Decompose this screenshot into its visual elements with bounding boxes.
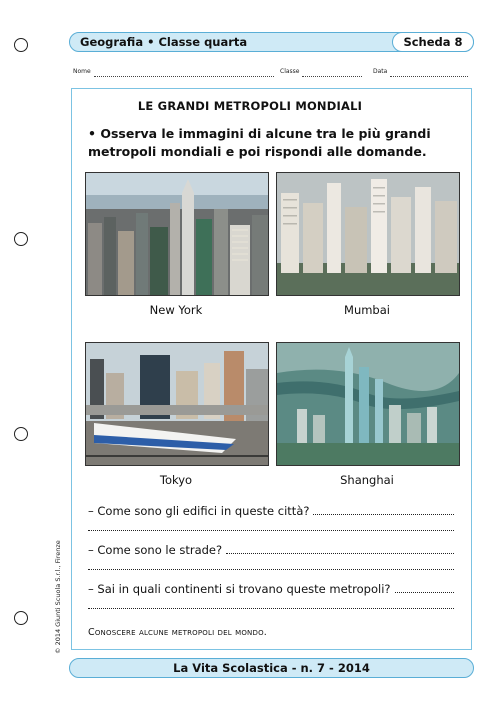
question-2 — [88, 543, 454, 557]
answer-1-blank[interactable] — [313, 504, 454, 515]
class-label: Classe — [280, 68, 300, 75]
subject-title: Geografia • Classe quarta — [80, 35, 248, 49]
caption-tokyo: Tokyo — [159, 473, 193, 487]
header-bar — [69, 32, 474, 52]
binder-hole-3 — [14, 427, 28, 441]
instruction-text: • Osserva le immagini di alcune tra le più grandi metropoli mondiali e poi rispondi alle domande. — [88, 126, 431, 159]
photo-mumbai — [276, 172, 460, 296]
photo-shanghai — [276, 342, 460, 466]
answer-1-line[interactable] — [88, 530, 454, 531]
question-3 — [88, 582, 454, 596]
name-blank[interactable] — [94, 69, 274, 77]
answer-2-blank[interactable] — [226, 543, 454, 554]
answer-2-line[interactable] — [88, 569, 454, 570]
date-blank[interactable] — [390, 69, 468, 77]
worksheet-title: LE GRANDI METROPOLI MONDIALI — [137, 99, 363, 113]
name-label: Nome — [73, 68, 91, 75]
class-field[interactable] — [280, 67, 362, 77]
sheet-number: Scheda 8 — [392, 32, 474, 52]
question-2-text: – Come sono le strade? — [88, 543, 223, 557]
question-3-text: – Sai in quali continenti si trovano queste metropoli? — [88, 582, 391, 596]
class-blank[interactable] — [302, 69, 362, 77]
question-1-text: – Come sono gli edifici in queste città? — [88, 504, 310, 518]
date-field[interactable] — [373, 67, 468, 77]
answer-3-line[interactable] — [88, 608, 454, 609]
date-label: Data — [373, 68, 388, 75]
photo-tokyo — [85, 342, 269, 466]
copyright-notice: © 2014 Giunti Scuola S.r.l., Firenze — [54, 540, 62, 654]
binder-hole-4 — [14, 611, 28, 625]
footer-bar: La Vita Scolastica - n. 7 - 2014 — [69, 658, 474, 678]
photo-new-york — [85, 172, 269, 296]
student-fields — [73, 67, 473, 77]
binder-hole-1 — [14, 38, 28, 52]
binder-hole-2 — [14, 232, 28, 246]
caption-mumbai: Mumbai — [344, 303, 390, 317]
answer-3-blank[interactable] — [395, 582, 454, 593]
name-field[interactable] — [73, 67, 274, 77]
caption-shanghai: Shanghai — [340, 473, 394, 487]
caption-new-york: New York — [149, 303, 203, 317]
question-1 — [88, 504, 454, 518]
learning-objective: Conoscere alcune metropoli del mondo. — [88, 627, 267, 638]
